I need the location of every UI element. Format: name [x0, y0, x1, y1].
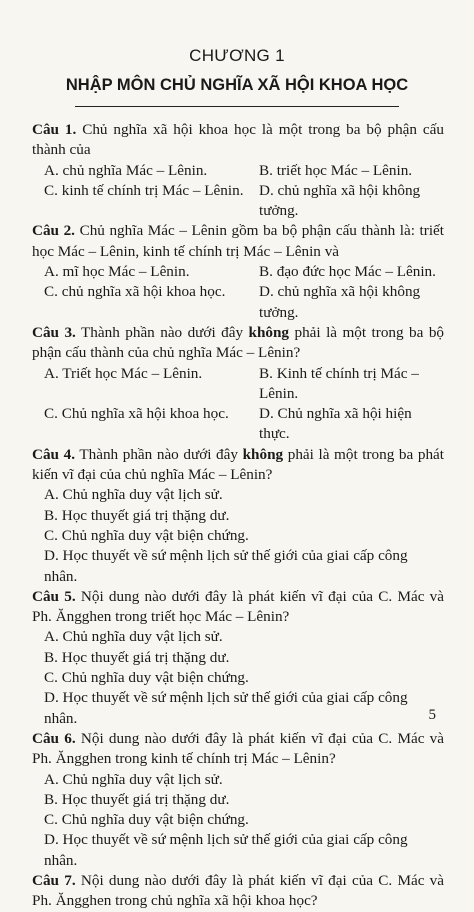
- question-text: Chủ nghĩa Mác – Lênin gồm ba bộ phận cấu thành là: triết học Mác – Lênin, kinh tế chính trị Mác – Lênin và: [32, 222, 444, 260]
- question-7: [32, 871, 444, 912]
- option-d: D. chủ nghĩa xã hội không tưởng.: [259, 181, 421, 220]
- option-d: D. Chủ nghĩa xã hội hiện thực.: [259, 405, 412, 443]
- options-row: [32, 262, 444, 282]
- option-a: A. mĩ học Mác – Lênin.: [44, 263, 190, 281]
- question-1: [32, 120, 444, 161]
- option-d: D. chủ nghĩa xã hội không tưởng.: [259, 283, 421, 321]
- question-4: [32, 445, 444, 486]
- option-b: B. triết học Mác – Lênin.: [259, 161, 413, 179]
- option-c: C. kinh tế chính trị Mác – Lênin.: [44, 181, 244, 199]
- question-text: Nội dung nào dưới đây là phát kiến vĩ đại của C. Mác và Ph. Ăngghen trong kinh tế chính trị Mác – Lênin?: [32, 729, 445, 768]
- emphasis-word: không: [242, 445, 284, 463]
- emphasis-word: không: [248, 323, 290, 341]
- title-underline: [75, 106, 399, 107]
- question-2: [32, 221, 444, 262]
- question-label: Câu 2.: [32, 222, 75, 240]
- options-row: [32, 161, 444, 181]
- option-c: C. Chủ nghĩa xã hội khoa học.: [44, 405, 229, 423]
- options-row: [32, 364, 444, 405]
- question-text: Nội dung nào dưới đây là phát kiến vĩ đại của C. Mác và Ph. Ăngghen trong chủ nghĩa xã hội khoa học?: [32, 871, 445, 910]
- question-label: Câu 4.: [32, 445, 75, 463]
- option-d: D. Học thuyết về sứ mệnh lịch sử thế giới của giai cấp công nhân.: [44, 831, 408, 869]
- option-b: B. đạo đức học Mác – Lênin.: [259, 263, 436, 281]
- chapter-title: NHẬP MÔN CHỦ NGHĨA XÃ HỘI KHOA HỌC: [65, 76, 409, 94]
- question-list: [32, 120, 444, 912]
- options-row: [32, 404, 444, 445]
- question-label: Câu 7.: [32, 871, 76, 889]
- option-d: D. Học thuyết về sứ mệnh lịch sử thế giới của giai cấp công nhân.: [44, 547, 408, 585]
- option-a: A. chủ nghĩa Mác – Lênin.: [44, 161, 208, 179]
- question-text: phải là một trong ba bộ phận cấu thành của chủ nghĩa Mác – Lênin?: [32, 323, 445, 362]
- question-5: [32, 587, 444, 628]
- option-c: C. Chủ nghĩa duy vật biện chứng.: [44, 526, 249, 544]
- option-c: C. Chủ nghĩa duy vật biện chứng.: [44, 669, 249, 687]
- chapter-heading: CHƯƠNG 1: [189, 46, 285, 65]
- question-text: Thành phần nào dưới đây: [81, 323, 244, 341]
- question-3: [32, 323, 444, 364]
- question-text: Thành phần nào dưới đây: [79, 445, 238, 463]
- question-6: [32, 729, 444, 770]
- options-row: [32, 181, 444, 222]
- options-row: [32, 282, 444, 323]
- option-b: B. Học thuyết giá trị thặng dư.: [44, 648, 230, 666]
- option-b: B. Kinh tế chính trị Mác – Lênin.: [259, 364, 419, 402]
- option-a: A. Chủ nghĩa duy vật lịch sử.: [44, 628, 223, 646]
- question-label: Câu 5.: [32, 587, 76, 605]
- question-text: Chủ nghĩa xã hội khoa học là một trong ba bộ phận cấu thành của: [32, 121, 444, 159]
- option-b: B. Học thuyết giá trị thặng dư.: [44, 790, 230, 808]
- question-label: Câu 3.: [32, 323, 76, 341]
- option-d: D. Học thuyết về sứ mệnh lịch sử thế giới của giai cấp công nhân.: [44, 689, 408, 727]
- option-c: C. chủ nghĩa xã hội khoa học.: [44, 283, 226, 301]
- option-b: B. Học thuyết giá trị thặng dư.: [44, 506, 230, 524]
- option-a: A. Triết học Mác – Lênin.: [44, 364, 203, 382]
- option-c: C. Chủ nghĩa duy vật biện chứng.: [44, 811, 249, 829]
- question-text: phải là một trong ba phát kiến vĩ đại của chủ nghĩa Mác – Lênin?: [32, 445, 445, 484]
- option-a: A. Chủ nghĩa duy vật lịch sử.: [44, 770, 223, 788]
- question-label: Câu 1.: [32, 121, 77, 138]
- page-number: 5: [428, 707, 436, 723]
- question-text: Nội dung nào dưới đây là phát kiến vĩ đại của C. Mác và Ph. Ăngghen trong triết học Mác – Lênin?: [32, 587, 445, 626]
- question-label: Câu 6.: [32, 729, 76, 747]
- option-a: A. Chủ nghĩa duy vật lịch sử.: [44, 486, 223, 504]
